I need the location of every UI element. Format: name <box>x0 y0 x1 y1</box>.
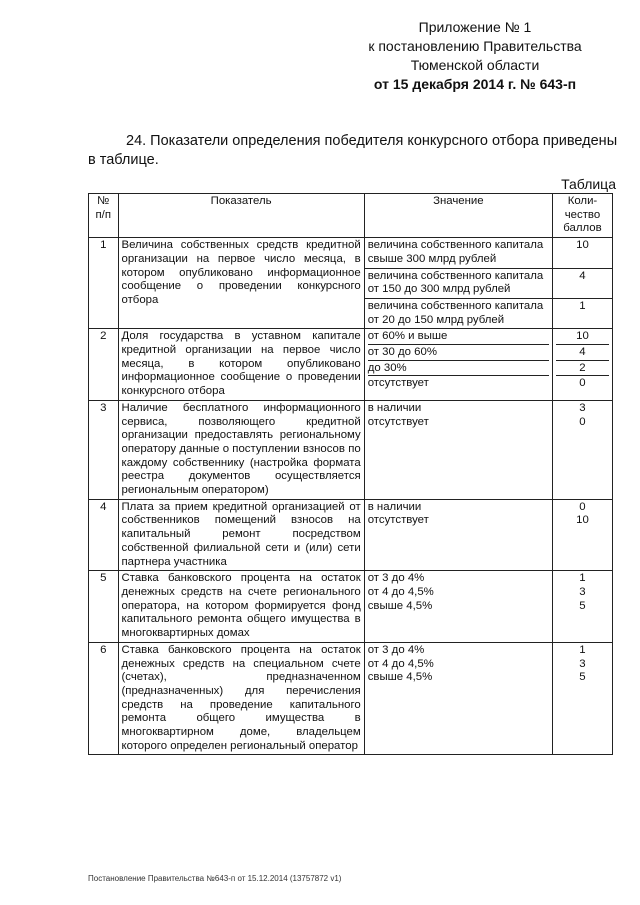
row-points <box>552 329 612 401</box>
row-indicator: Наличие бесплатного информационного сервиса, позволяющего кредитной организации предоставлять региональному оператору данные о поступлении взносов по каждому собственнику (настройка формата реестра документов осуществляется региональным оператором) <box>118 400 364 499</box>
value-item: свыше 4,5% <box>367 671 433 684</box>
document-footer: Постановление Правительства №643-п от 15.12.2014 (13757872 v1) <box>88 874 342 883</box>
decree-date-number: от 15 декабря 2014 г. № 643-п <box>373 76 577 92</box>
value-item: в наличии <box>367 500 422 513</box>
points-item: 2 <box>556 362 609 377</box>
value-item: от 3 до 4% <box>367 643 425 656</box>
header-points: Коли-чество баллов <box>552 194 612 238</box>
row-value: величина собственного капитала свыше 300 млрд рублей <box>364 238 552 268</box>
points-item: 0 <box>579 500 586 513</box>
header-value: Значение <box>364 194 552 238</box>
row-values <box>364 571 552 643</box>
row-values <box>364 329 552 401</box>
points-item: 10 <box>556 330 609 345</box>
table-row <box>89 499 613 571</box>
row-points: 10 <box>552 238 612 268</box>
decree-reference: к постановлению Правительства <box>368 38 582 54</box>
intro-paragraph <box>88 132 620 170</box>
row-indicator: Ставка банковского процента на остаток денежных средств на специальном счете (счетах), предназначенном (предназначенных) для перечисления средств на проведение капитального ремонта общего имущества в многоквартирном доме, владельцем которого определен региональный оператор <box>118 642 364 755</box>
row-num: 4 <box>89 499 119 571</box>
points-item: 5 <box>579 671 586 684</box>
table-row <box>89 329 613 401</box>
value-item: от 60% и выше <box>368 330 549 345</box>
value-item: в наличии <box>367 401 422 414</box>
points-item: 3 <box>579 585 586 598</box>
appendix-label: Приложение № 1 <box>418 19 532 35</box>
value-item: от 4 до 4,5% <box>367 585 434 598</box>
points-item: 10 <box>576 514 589 527</box>
points-item: 3 <box>579 401 586 414</box>
row-value: величина собственного капитала от 20 до 150 млрд рублей <box>364 298 552 328</box>
intro-line-1: 24. Показатели определения победителя конкурсного отбора приведены <box>126 133 618 149</box>
points-item: 3 <box>579 657 586 670</box>
row-points: 4 <box>552 268 612 298</box>
row-num: 5 <box>89 571 119 643</box>
row-points: 1 <box>552 298 612 328</box>
region-name: Тюменской области <box>410 57 540 73</box>
row-value: величина собственного капитала от 150 до 300 млрд рублей <box>364 268 552 298</box>
table-row <box>89 571 613 643</box>
table-caption: Таблица <box>561 176 616 192</box>
row-indicator: Величина собственных средств кредитной организации на первое число месяца, в котором опубликовано информационное сообщение о проведении конкурсного отбора <box>118 238 364 329</box>
row-num: 2 <box>89 329 119 401</box>
table-row <box>89 238 613 268</box>
points-item: 1 <box>579 643 586 656</box>
value-item: от 30 до 60% <box>368 346 549 361</box>
row-values <box>364 400 552 499</box>
value-item: от 3 до 4% <box>367 572 425 585</box>
row-points <box>552 400 612 499</box>
row-points <box>552 499 612 571</box>
row-indicator: Доля государства в уставном капитале кредитной организации на первое число месяца, в котором опубликовано информационное сообщение о проведении конкурсного отбора <box>118 329 364 401</box>
row-values <box>364 642 552 755</box>
row-values <box>364 499 552 571</box>
row-num: 3 <box>89 400 119 499</box>
value-item: отсутствует <box>367 377 429 390</box>
document-header <box>330 18 620 94</box>
row-indicator: Ставка банковского процента на остаток денежных средств на счете регионального оператора, на котором формируется фонд капитального ремонта общего имущества в многоквартирных домах <box>118 571 364 643</box>
row-points <box>552 642 612 755</box>
table-row <box>89 400 613 499</box>
points-item: 0 <box>579 377 586 390</box>
intro-line-2: в таблице. <box>88 152 159 168</box>
row-points <box>552 571 612 643</box>
header-indicator: Показатель <box>118 194 364 238</box>
points-item: 5 <box>579 599 586 612</box>
points-item: 4 <box>556 346 609 361</box>
table-row <box>89 642 613 755</box>
row-indicator: Плата за прием кредитной организацией от собственников помещений взносов на капитальный ремонт посредством собственной филиальной сети и (или) сети партнера участника <box>118 499 364 571</box>
table-header-row <box>89 194 613 238</box>
row-num: 1 <box>89 238 119 329</box>
header-num: № п/п <box>89 194 119 238</box>
indicators-table <box>88 193 613 755</box>
value-item: свыше 4,5% <box>367 599 433 612</box>
value-item: отсутствует <box>367 514 429 527</box>
points-item: 1 <box>579 572 586 585</box>
points-item: 0 <box>579 415 586 428</box>
row-num: 6 <box>89 642 119 755</box>
value-item: от 4 до 4,5% <box>367 657 434 670</box>
value-item: отсутствует <box>367 415 429 428</box>
value-item: до 30% <box>368 362 549 377</box>
